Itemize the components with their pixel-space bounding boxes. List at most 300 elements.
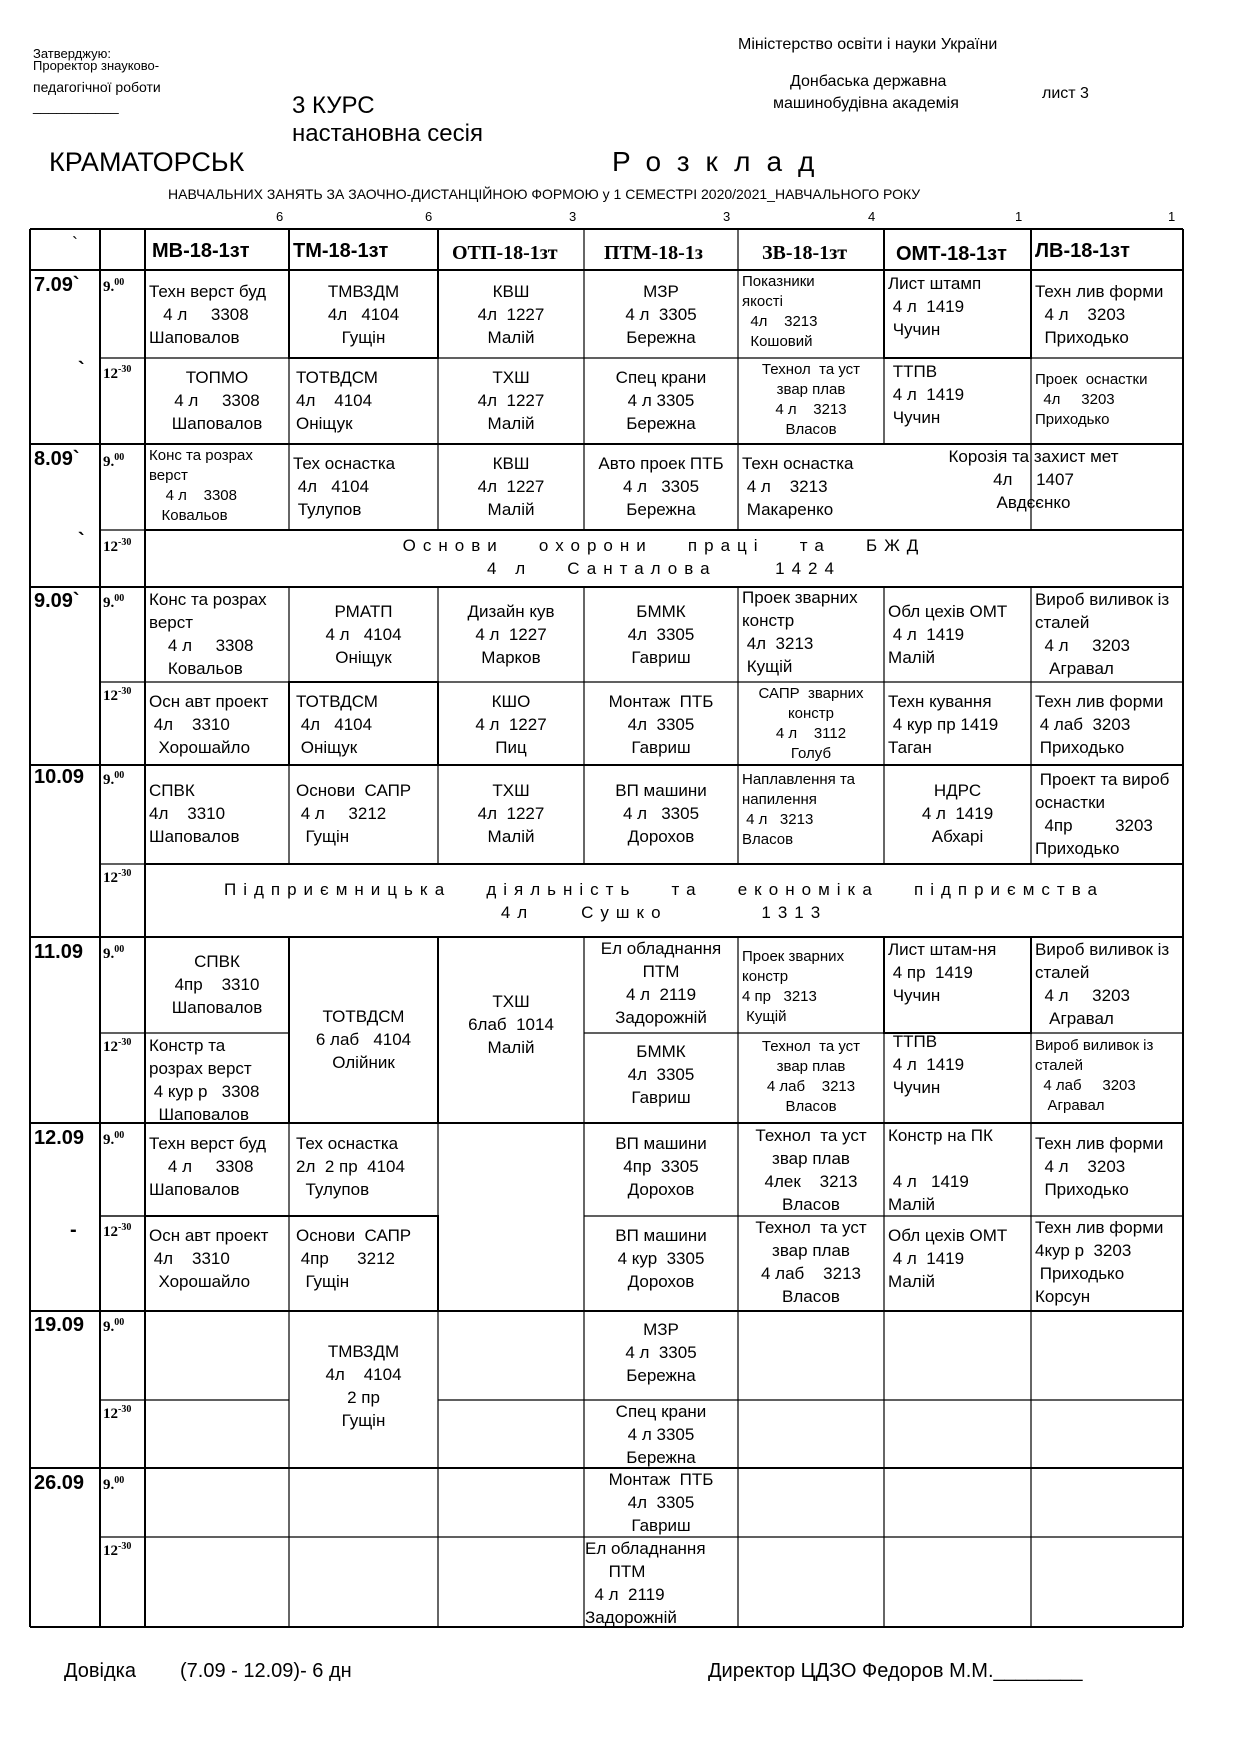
lesson-line: Малій xyxy=(487,328,535,347)
lesson-line: Монтаж ПТБ xyxy=(608,1470,714,1489)
lesson-line: 4 л 1419 xyxy=(888,625,965,644)
lesson-cell-merged xyxy=(439,990,583,1059)
lesson-line: Чучин xyxy=(888,320,941,339)
lesson-line: Дорохов xyxy=(627,1272,695,1291)
lesson-line: Кущій xyxy=(742,1008,787,1025)
time-label: 9.00 xyxy=(103,1475,125,1493)
lesson-line: Основи САПР xyxy=(296,1226,412,1245)
lesson-line: звар плав xyxy=(776,381,846,398)
lesson-cell-fullwidth xyxy=(146,534,1182,580)
lesson-line: Лист штамп xyxy=(888,274,982,293)
date-label: 26.09 xyxy=(34,1472,85,1494)
lesson-line: звар плав xyxy=(772,1149,850,1168)
lesson-line: 4 л 3305 xyxy=(622,804,700,823)
lesson-line: МЗР xyxy=(643,1320,679,1339)
lesson-line: 4 л 3203 xyxy=(1035,305,1126,324)
lesson-line: 4л 1407 xyxy=(993,470,1074,489)
lesson-line: КШО xyxy=(491,692,531,711)
ministry-name: Міністерство освіти і науки України xyxy=(738,36,998,53)
lesson-line: Чучин xyxy=(888,986,941,1005)
lesson-line: Техн верст буд xyxy=(149,1134,267,1153)
lesson-line: ТОТВДСМ xyxy=(296,692,378,711)
lesson-cell xyxy=(585,366,737,435)
lesson-line: 4 л 3213 xyxy=(742,811,814,828)
lesson-line: 4 л 2119 xyxy=(625,985,697,1004)
lesson-line: Задорожній xyxy=(615,1008,707,1027)
lesson-line: КВШ xyxy=(492,454,530,473)
time-label: $12^{-30}$ xyxy=(103,868,132,886)
lesson-cell xyxy=(585,600,737,669)
lesson-cell xyxy=(290,452,437,521)
lesson-line: Корсун xyxy=(1035,1287,1091,1306)
lesson-line: Осн авт проект xyxy=(149,1226,269,1245)
lesson-cell-fullwidth xyxy=(146,878,1182,924)
lesson-line: Шаповалов xyxy=(149,1180,240,1199)
academy-line-1: Донбаська державна xyxy=(790,73,947,90)
time-label: $12^{-30}$ xyxy=(103,1541,132,1559)
lesson-line: 4 лаб 3213 xyxy=(766,1078,856,1095)
lesson-line: 4л 3305 xyxy=(627,715,695,734)
lesson-line: 4 л 4104 xyxy=(325,625,402,644)
lesson-line: 4л 4104 xyxy=(293,477,370,496)
lesson-line: Гущін xyxy=(296,827,350,846)
count-ptm: 3 xyxy=(723,209,731,224)
lesson-line: Оніщук xyxy=(335,648,392,667)
lesson-cell xyxy=(585,1132,737,1201)
lesson-line: НДРС xyxy=(933,781,982,800)
lesson-cell xyxy=(585,779,737,848)
lesson-line: Тех оснастка xyxy=(296,1134,399,1153)
lesson-line: Гавриш xyxy=(631,1088,691,1107)
lesson-line: Власов xyxy=(785,421,837,438)
lesson-line: Показники xyxy=(742,273,815,290)
lesson-line: 4л 1227 xyxy=(477,804,545,823)
lesson-line: Абхарі xyxy=(931,827,984,846)
lesson-line: СПВК xyxy=(149,781,195,800)
lesson-line: ПТМ xyxy=(585,1562,646,1581)
count-lv: 1 xyxy=(1168,209,1176,224)
lesson-line: якості xyxy=(742,293,783,310)
date-label: - xyxy=(70,1219,77,1241)
lesson-line: 4 л 3212 xyxy=(296,804,387,823)
lesson-line: 4 л 1419 xyxy=(888,1172,969,1191)
lesson-line: ТОТВДСМ xyxy=(296,368,378,387)
time-label: 9.00 xyxy=(103,593,125,611)
lesson-line: 4 л Санталова 1424 xyxy=(487,559,841,578)
lesson-line: 4 л 3308 xyxy=(174,391,260,410)
lesson-line: ТХШ xyxy=(492,781,530,800)
lesson-line: Бережна xyxy=(626,1366,696,1385)
lesson-line: Бережна xyxy=(626,500,696,519)
lesson-line: Агравал xyxy=(1035,1097,1105,1114)
date-label: 7.09` xyxy=(34,274,80,296)
lesson-line: 4л 4104 xyxy=(296,715,373,734)
group-header-mb: MB-18-1зт xyxy=(152,240,250,262)
date-label: 11.09 xyxy=(34,941,83,963)
group-header-omt: ОМТ-18-1зт xyxy=(896,243,1007,265)
group-header-lv: ЛВ-18-1зт xyxy=(1035,240,1130,262)
lesson-line: Власов xyxy=(782,1287,840,1306)
lesson-line: ТТПВ xyxy=(888,362,938,381)
lesson-line: 6лаб 1014 xyxy=(468,1015,554,1034)
lesson-line: сталей xyxy=(1035,1057,1084,1074)
lesson-line: 4л Сушко 1313 xyxy=(500,903,828,922)
lesson-line: ВП машини xyxy=(615,1226,707,1245)
lesson-line: Хорошайло xyxy=(149,1272,251,1291)
lesson-line: ТХШ xyxy=(492,368,530,387)
lesson-line: 4 лаб 3203 xyxy=(1035,715,1131,734)
lesson-line: БММК xyxy=(636,602,686,621)
lesson-line: верст xyxy=(149,613,194,632)
lesson-line: сталей xyxy=(1035,613,1090,632)
lesson-cell xyxy=(146,588,288,680)
lesson-cell xyxy=(439,280,583,349)
lesson-line: ПТМ xyxy=(642,962,680,981)
lesson-line: верст xyxy=(149,467,188,484)
lesson-cell xyxy=(290,600,437,669)
lesson-line: 4 л 1419 xyxy=(888,1055,965,1074)
lesson-line: 4л 1227 xyxy=(477,391,545,410)
lesson-line: Шаповалов xyxy=(149,328,240,347)
lesson-cell xyxy=(293,690,437,759)
lesson-line: Чучин xyxy=(888,1078,941,1097)
lesson-cell xyxy=(293,366,437,435)
lesson-line: Ковальов xyxy=(149,507,228,524)
page-title: Розклад xyxy=(612,146,831,177)
lesson-line: ТТПВ xyxy=(888,1032,938,1051)
lesson-line: констр xyxy=(742,611,795,630)
lesson-line: Техн лив форми xyxy=(1035,692,1164,711)
lesson-line: Чучин xyxy=(888,408,941,427)
lesson-cell xyxy=(439,690,583,759)
lesson-cell xyxy=(1032,1132,1182,1201)
page-subtitle: НАВЧАЛЬНИХ ЗАНЯТЬ ЗА ЗАОЧНО-ДИСТАНЦІЙНОЮ ФОРМОЮ у 1 СЕМЕСТРІ 2020/2021_НАВЧАЛЬНОГО РОКУ xyxy=(168,186,921,202)
lesson-cell xyxy=(585,1040,737,1109)
lesson-line: СПВК xyxy=(194,952,240,971)
signature-line: ___________ xyxy=(33,98,119,114)
lesson-line: 4 л 3308 xyxy=(149,305,249,324)
time-label: $12^{-30}$ xyxy=(103,1037,132,1055)
lesson-line: МЗР xyxy=(643,282,679,301)
lesson-line: Констр та xyxy=(149,1036,226,1055)
lesson-line: 4 л 3308 xyxy=(149,636,254,655)
lesson-cell xyxy=(582,1537,737,1629)
lesson-cell xyxy=(585,1400,737,1469)
lesson-line: Тех оснастка xyxy=(293,454,396,473)
lesson-line: Малій xyxy=(487,500,535,519)
lesson-line: Малій xyxy=(487,414,535,433)
lesson-line: 4 лаб 3213 xyxy=(761,1264,861,1283)
date-label: 9.09` xyxy=(34,590,80,612)
sheet-number: лист 3 xyxy=(1042,85,1089,102)
lesson-line: Агравал xyxy=(1035,1009,1114,1028)
lesson-line: 4 л 3203 xyxy=(1035,1157,1126,1176)
lesson-cell xyxy=(439,779,583,848)
lesson-line: 4л 4104 xyxy=(296,391,373,410)
lesson-line: ВП машини xyxy=(615,781,707,800)
lesson-cell xyxy=(885,360,1030,429)
lesson-cell xyxy=(1032,690,1182,759)
lesson-line xyxy=(888,1147,1030,1170)
lesson-line: ТМВЗДМ xyxy=(327,1342,400,1361)
lesson-line: Шаповалов xyxy=(149,1105,250,1124)
date-label: 12.09 xyxy=(34,1127,85,1149)
time-label: 9.00 xyxy=(103,770,125,788)
lesson-line: 4л 3305 xyxy=(627,1065,695,1084)
lesson-line: Констр на ПК xyxy=(888,1126,993,1145)
lesson-line: Шаповалов xyxy=(171,998,263,1017)
lesson-line: Вироб виливок із xyxy=(1035,590,1170,609)
lesson-line: 4 л 3213 xyxy=(775,401,847,418)
date-label: 10.09 xyxy=(34,766,85,788)
lesson-cell xyxy=(739,1216,883,1308)
lesson-line: звар плав xyxy=(772,1241,850,1260)
lesson-cell xyxy=(439,600,583,669)
lesson-line: Проект та вироб xyxy=(1035,770,1170,789)
lesson-cell xyxy=(585,1224,737,1293)
lesson-line: 4 л 3112 xyxy=(775,725,847,742)
lesson-cell xyxy=(1032,1036,1182,1116)
lesson-line: 4пр 3305 xyxy=(623,1157,699,1176)
lesson-cell xyxy=(146,779,288,848)
lesson-cell xyxy=(885,272,1030,341)
time-label: 9.00 xyxy=(103,1317,125,1335)
lesson-cell xyxy=(585,690,737,759)
lesson-line: Кошовий xyxy=(742,333,813,350)
lesson-line: 4 кур 3305 xyxy=(617,1249,705,1268)
lesson-line: Приходько xyxy=(1035,839,1120,858)
lesson-line: Наплавлення та xyxy=(742,771,856,788)
lesson-line: Гущін xyxy=(341,328,386,347)
time-label: $12^{-30}$ xyxy=(103,364,132,382)
lesson-line: РМАТП xyxy=(334,602,393,621)
lesson-line: Техн кування xyxy=(888,692,992,711)
lesson-line: Авдєєнко xyxy=(996,493,1071,512)
lesson-line: Тулупов xyxy=(296,1180,370,1199)
count-mb: 6 xyxy=(276,209,284,224)
lesson-line: Техн оснастка xyxy=(742,454,854,473)
lesson-cell xyxy=(439,366,583,435)
lesson-cell xyxy=(739,272,883,352)
lesson-line: 4 л 3213 xyxy=(742,477,828,496)
approve-position-2: педагогічної роботи xyxy=(33,79,161,95)
lesson-cell xyxy=(739,1037,883,1117)
lesson-line: Техн лив форми xyxy=(1035,1134,1164,1153)
lesson-line: 4л 3310 xyxy=(149,715,230,734)
lesson-cell xyxy=(290,280,437,349)
lesson-cell xyxy=(146,280,288,349)
lesson-line: Основи охорони праці та БЖД xyxy=(402,536,926,555)
lesson-line: 4л 3203 xyxy=(1035,391,1115,408)
lesson-line: Бережна xyxy=(626,1448,696,1467)
lesson-cell xyxy=(739,452,883,521)
lesson-line: Марков xyxy=(481,648,541,667)
lesson-line: 4пр 3212 xyxy=(296,1249,395,1268)
time-label: 9.00 xyxy=(103,277,125,295)
lesson-cell xyxy=(739,770,883,850)
group-header-ptm: ПТМ-18-1з xyxy=(604,242,703,264)
lesson-line: Оніщук xyxy=(296,414,353,433)
lesson-cell xyxy=(739,360,883,440)
lesson-line: розрах верст xyxy=(149,1059,252,1078)
count-tm: 6 xyxy=(425,209,433,224)
lesson-line: Малій xyxy=(888,1195,935,1214)
lesson-cell xyxy=(146,1034,288,1126)
lesson-cell xyxy=(293,779,437,848)
lesson-line: 4л 3213 xyxy=(742,634,814,653)
lesson-line: Приходько xyxy=(1035,1180,1129,1199)
lesson-line: Гущін xyxy=(296,1272,350,1291)
lesson-line: Шаповалов xyxy=(149,827,240,846)
lesson-cell-merged xyxy=(290,1340,437,1432)
lesson-cell xyxy=(885,938,1030,1007)
time-label: 9.00 xyxy=(103,1130,125,1148)
session-label: настановна сесія xyxy=(292,120,483,147)
lesson-line: Технол та уст xyxy=(761,361,861,378)
date-label: 8.09` xyxy=(34,448,80,470)
lesson-line: 4 пр 1419 xyxy=(888,963,973,982)
lesson-line: САПР зварних xyxy=(758,685,864,702)
lesson-line: констр xyxy=(742,968,789,985)
lesson-line: Конс та розрах xyxy=(149,590,267,609)
lesson-line: Проек оснастки xyxy=(1035,371,1148,388)
time-label: $12^{-30}$ xyxy=(103,1404,132,1422)
lesson-line: ВП машини xyxy=(615,1134,707,1153)
lesson-line: 4 л 3308 xyxy=(149,487,237,504)
lesson-line: Технол та уст xyxy=(761,1038,861,1055)
lesson-line: Гавриш xyxy=(631,648,691,667)
lesson-line: БММК xyxy=(636,1042,686,1061)
lesson-line: 4 л 3203 xyxy=(1035,636,1130,655)
lesson-line: Приходько xyxy=(1035,738,1125,757)
lesson-cell xyxy=(146,1224,288,1293)
lesson-line: Осн авт проект xyxy=(149,692,269,711)
lesson-cell xyxy=(885,1124,1030,1216)
lesson-line: Гавриш xyxy=(631,1516,691,1535)
lesson-line: Гавриш xyxy=(631,738,691,757)
lesson-line: 4 л 1419 xyxy=(888,1249,965,1268)
time-label: $12^{-30}$ xyxy=(103,686,132,704)
lesson-line: 4 л 1227 xyxy=(475,625,547,644)
lesson-line: 4 л 3308 xyxy=(149,1157,254,1176)
lesson-line: Конс та розрах xyxy=(149,447,253,464)
lesson-line: напилення xyxy=(742,791,817,808)
lesson-line: сталей xyxy=(1035,963,1090,982)
lesson-line: Задорожній xyxy=(585,1608,677,1627)
lesson-line: 4 кур пр 1419 xyxy=(888,715,999,734)
lesson-line: Корозія та захист мет xyxy=(948,447,1119,466)
lesson-line: 4л 1227 xyxy=(477,477,545,496)
lesson-line: Ел обладнання xyxy=(585,1539,706,1558)
lesson-line: 4 л 2119 xyxy=(585,1585,665,1604)
lesson-cell xyxy=(293,1224,437,1293)
lesson-line: КВШ xyxy=(492,282,530,301)
lesson-line: 4 кур р 3308 xyxy=(149,1082,260,1101)
lesson-line: ТМВЗДМ xyxy=(327,282,400,301)
group-header-otp: ОТП-18-1зт xyxy=(452,242,558,264)
lesson-cell xyxy=(1032,938,1182,1030)
count-zv: 4 xyxy=(868,209,876,224)
time-label: 9.00 xyxy=(103,944,125,962)
lesson-line: Технол та уст xyxy=(755,1126,867,1145)
approve-position: Проректор знауково- xyxy=(33,58,160,73)
lesson-line: Техн верст буд xyxy=(149,282,267,301)
lesson-line: Шаповалов xyxy=(171,414,263,433)
lesson-cell xyxy=(585,937,737,1029)
lesson-cell xyxy=(1032,370,1182,430)
lesson-cell xyxy=(885,1030,1030,1099)
lesson-line: Приходько xyxy=(1035,328,1129,347)
lesson-line: Бережна xyxy=(626,414,696,433)
lesson-cell xyxy=(1032,768,1182,860)
lesson-line: Технол та уст xyxy=(755,1218,867,1237)
date-label: ` xyxy=(78,530,85,552)
lesson-line: 4л 1227 xyxy=(477,305,545,324)
lesson-line: Лист штам-ня xyxy=(888,940,997,959)
lesson-line: Техн лив форми xyxy=(1035,282,1164,301)
lesson-line: Малій xyxy=(888,648,935,667)
lesson-line: 4пр 3203 xyxy=(1035,816,1153,835)
lesson-line: Малій xyxy=(487,1038,535,1057)
lesson-line: Монтаж ПТБ xyxy=(608,692,714,711)
approve-label: Затверджую: xyxy=(33,46,111,61)
lesson-line: Приходько xyxy=(1035,411,1110,428)
lesson-cell-merged xyxy=(885,445,1182,514)
lesson-line: Основи САПР xyxy=(296,781,412,800)
lesson-line: 4л 4104 xyxy=(325,1365,402,1384)
lesson-line: Спец крани xyxy=(615,1402,707,1421)
lesson-line: 4 лаб 3203 xyxy=(1035,1077,1136,1094)
date-label: ` xyxy=(78,359,85,381)
lesson-cell xyxy=(146,366,288,435)
time-label: $12^{-30}$ xyxy=(103,537,132,555)
lesson-line: Власов xyxy=(742,831,794,848)
footer-period: (7.09 - 12.09)- 6 дн xyxy=(180,1660,352,1682)
lesson-cell xyxy=(146,950,288,1019)
lesson-line: Приходько xyxy=(1035,1264,1125,1283)
lesson-line: 4 л 3305 xyxy=(622,477,700,496)
lesson-line: Підприємницька діяльність та економіка підприємства xyxy=(223,880,1104,899)
count-omt: 1 xyxy=(1015,209,1023,224)
lesson-line: 2л 2 пр 4104 xyxy=(296,1157,405,1176)
academy-line-2: машинобудівна академія xyxy=(773,95,959,112)
lesson-line: констр xyxy=(787,705,835,722)
lesson-line: Тулупов xyxy=(293,500,362,519)
lesson-line: Бережна xyxy=(626,328,696,347)
lesson-line: Кущій xyxy=(742,657,793,676)
lesson-line: Обл цехів ОМТ xyxy=(888,1226,1008,1245)
lesson-line: 4пр 3310 xyxy=(174,975,260,994)
lesson-cell xyxy=(585,1468,737,1537)
lesson-cell xyxy=(293,1132,437,1201)
lesson-cell xyxy=(885,690,1030,759)
lesson-cell xyxy=(585,280,737,349)
lesson-line: Вироб виливок із xyxy=(1035,940,1170,959)
lesson-line: звар плав xyxy=(776,1058,846,1075)
date-label: 19.09 xyxy=(34,1314,85,1336)
lesson-line: 4кур р 3203 xyxy=(1035,1241,1132,1260)
lesson-line: 4 л 3203 xyxy=(1035,986,1130,1005)
lesson-line: Макаренко xyxy=(742,500,834,519)
lesson-line: Вироб виливок із xyxy=(1035,1037,1154,1054)
lesson-line: Дорохов xyxy=(627,827,695,846)
lesson-line: 4 л 3305 xyxy=(625,1343,697,1362)
lesson-line: Малій xyxy=(487,827,535,846)
lesson-line: Таган xyxy=(888,738,932,757)
group-corner-mark: ` xyxy=(72,234,78,254)
lesson-line: 4лек 3213 xyxy=(764,1172,858,1191)
lesson-line: Обл цехів ОМТ xyxy=(888,602,1008,621)
